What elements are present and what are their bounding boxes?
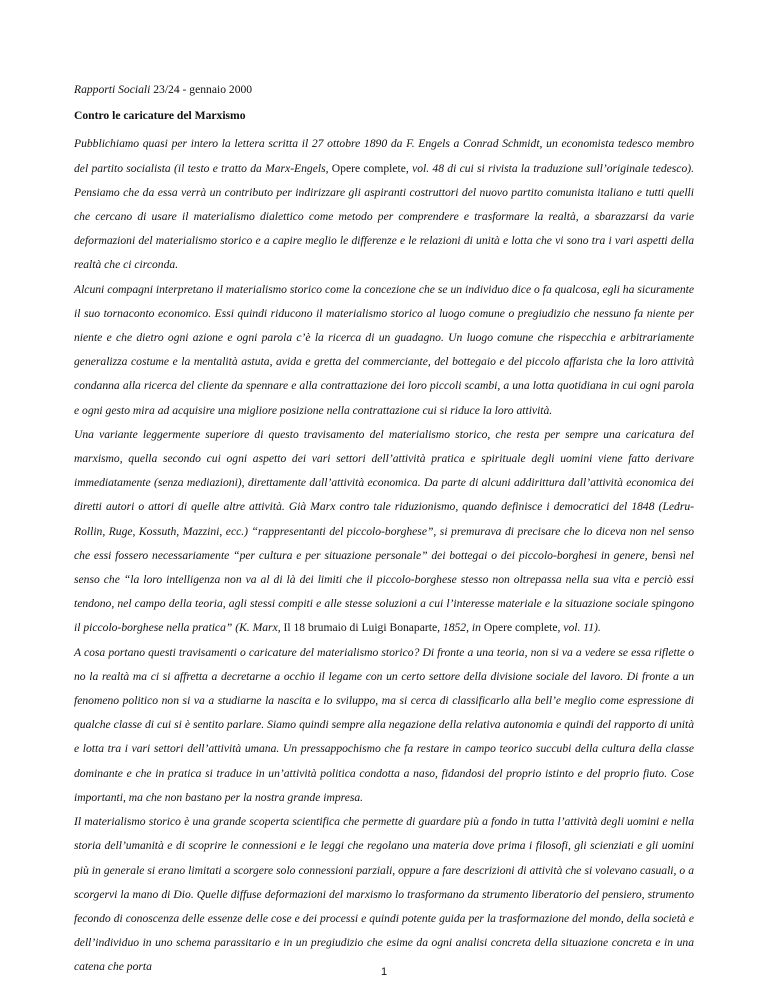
paragraph-3: A cosa portano questi travisamenti o caricature del materialismo storico? Di fronte a una teoria, non si va a vedere se essa riflette o no la realtà ma ci si affretta a decretarne a occhio il legame con un certo settore della divisione sociale del lavoro. Di fronte a un fenomeno politico non si va a studiarne la nascita e lo sviluppo, ma si cerca di classificarlo alla bell’e meglio come espressione di qualche classe di cui si è sentito parlare. Siamo quindi sempre alla negazione della relativa autonomia e quindi del rapporto di unità e lotta tra i vari settori dell’attività umana. Un pressappochismo che fa restare in campo teorico succubi della cultura della classe dominante e che in pratica si traduce in un’attività politica condotta a naso, fidandosi del proprio istinto e del proprio fiuto. Cose importanti, ma che non bastano per la nostra grande impresa. <box>74 645 694 804</box>
journal-header <box>74 78 694 102</box>
intro-work-title: Opere complete <box>331 161 406 175</box>
paragraph-2-text-a: Una variante leggermente superiore di questo travisamento del materialismo storico, che resta per sempre una caricatura del marxismo, quella secondo cui ogni aspetto dei vari settori dell’attività pratica e spirituale degli uomini viene fatto derivare immediatamente (senza mediazioni), direttamente dall’attività economica. Da parte di alcuni addirittura dall’attività economica dei diretti autori o attori di quelle altre attività. Già Marx contro tale riduzionismo, quando definisce i democratici del 1848 (Ledru-Rollin, Ruge, Kossuth, Mazzini, ecc.) “rappresentanti del piccolo-borghese”, si premurava di precisare che lo diceva non nel senso che essi fossero necessariamente “per cultura e per situazione personale” dei bottegai o dei piccolo-borghesi in genere, bensì nel senso che “la loro intelligenza non va al di là dei limiti che il piccolo-borghese stesso non oltrepassa nella sua vita e perciò essi tendono, nel campo della teoria, agli stessi compiti e alle stesse soluzioni a cui l’interesse materiale e la situazione sociale spingono il piccolo-borghese nella pratica” (K. Marx, <box>74 427 694 635</box>
paragraph-2 <box>74 423 694 641</box>
page-number: 1 <box>380 966 388 978</box>
intro-paragraph <box>74 132 694 277</box>
article-title: Contro le caricature del Marxismo <box>74 109 246 123</box>
document-body <box>74 78 694 980</box>
journal-issue: 23/24 - gennaio 2000 <box>150 83 253 96</box>
journal-name: Rapporti Sociali <box>74 83 151 96</box>
paragraph-4: Il materialismo storico è una grande scoperta scientifica che permette di guardare più a fondo in tutta l’attività degli uomini e nella storia dell’umanità e di scoprire le connessioni e le leggi che regolano una materia dove prima i filosofi, gli scienziati e gli uomini più in generale si erano limitati a scorgere solo connessioni parziali, oppure a fare descrizioni di attività che si volevano casuali, o a scorgervi la mano di Dio. Quelle diffuse deformazioni del marxismo lo trasformano da strumento liberatorio del pensiero, strumento fecondo di conoscenza delle essenze delle cose e dei processi e quindi potente guida per la trasformazione del mondo, della società e dell’individuo in uno schema parassitario e in un pregiudizio che esime da ogni analisi concreta della situazione concreta e in una catena che porta <box>74 815 694 974</box>
intro-text-2: , vol. 48 di cui si rivista la traduzione sull’originale tedesco). Pensiamo che da essa verrà un contributo per indirizzare gli aspiranti costruttori del nuovo partito comunista italiano e tutti quelli che cercano di usare il materialismo dialettico come metodo per comprendere e trasformare la realtà, a sbarazzarsi da varie deformazioni del materialismo storico e a capire meglio le differenze e le relazioni di unità e lotta che vi sono tra i vari aspetti della realtà che ci circonda. <box>74 161 694 272</box>
paragraph-2-work-title-2: Opere complete <box>483 621 558 635</box>
paragraph-2-work-title-1: Il 18 brumaio di Luigi Bonaparte <box>283 621 438 635</box>
paragraph-1: Alcuni compagni interpretano il materialismo storico come la concezione che se un individuo dice o fa qualcosa, egli ha sicuramente il suo tornaconto economico. Essi quindi riducono il materialismo storico al luogo comune o pregiudizio che nessuno fa niente per niente e che dietro ogni azione e ogni parola c’è la ricerca di un guadagno. Un luogo comune che rispecchia e arbitrariamente generalizza costume e la mentalità astuta, avida e gretta del commerciante, del bottegaio e del piccolo affarista che la loro attività condanna alla ricerca del cliente da spennare e alla contrattazione dei loro piccoli scambi, a una lotta quotidiana in cui ogni parola e ogni gesto mira ad acquisire una migliore posizione nella contrattazione cui si riduce la loro attività. <box>74 282 694 417</box>
paragraph-2-text-c: , vol. 11). <box>557 621 601 635</box>
intro-text-1: Pubblichiamo quasi per intero la lettera scritta il 27 ottobre 1890 da F. Engels a Conrad Schmidt, un economista tedesco membro del partito socialista (il testo e tratto da Marx-Engels, <box>74 137 694 175</box>
paragraph-2-text-b: , 1852, in <box>437 621 484 635</box>
